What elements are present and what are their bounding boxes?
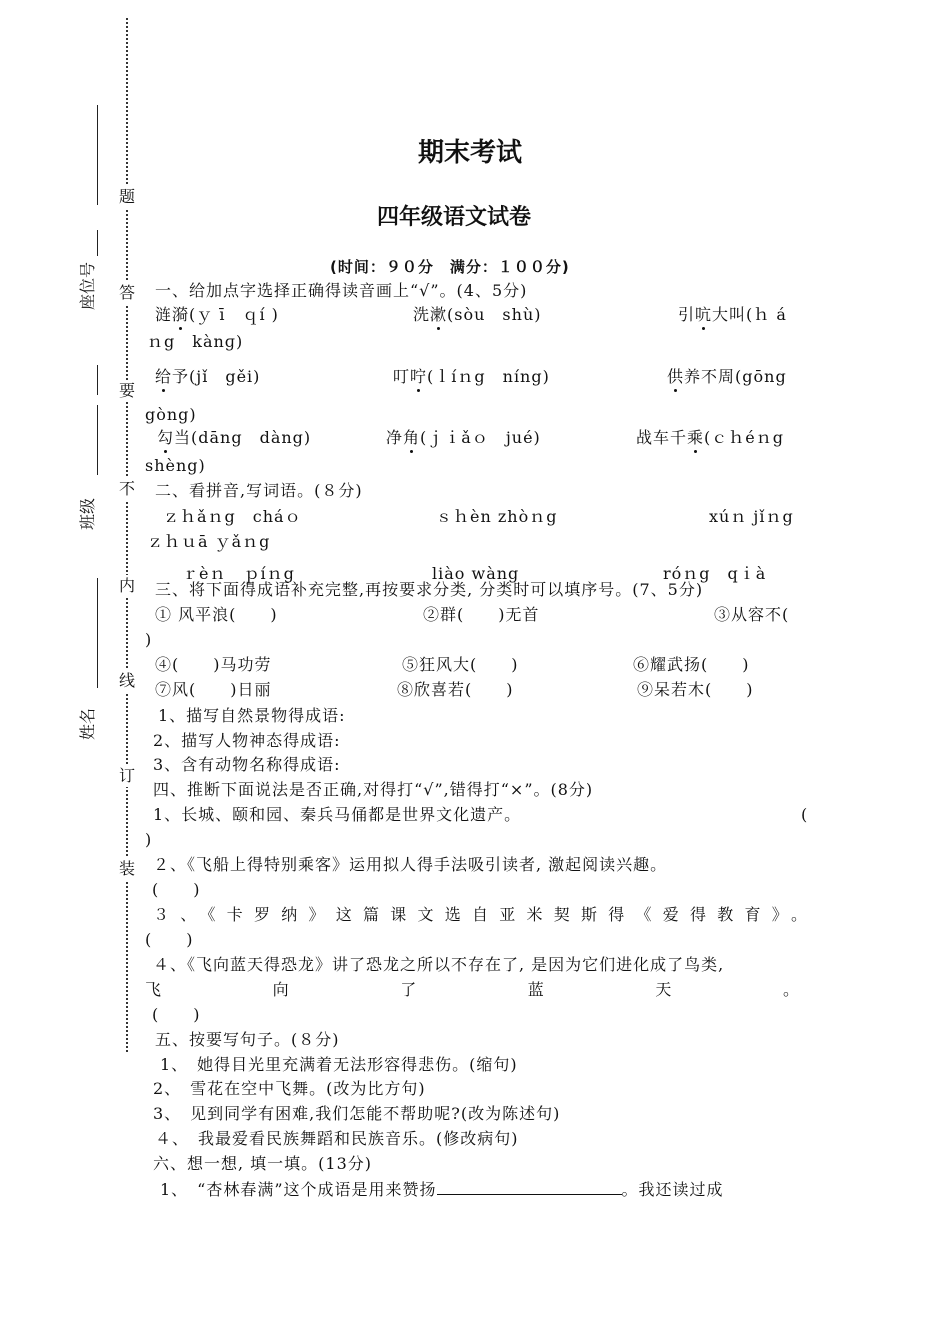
warning-char-8: 装 (119, 859, 136, 878)
class-underline (97, 405, 98, 475)
s1-item-3-cont: ｎg kànɡ) (147, 332, 244, 351)
idiom-1: ① 风平浪( ) (155, 605, 278, 624)
classify-q3: 3、含有动物名称得成语: (153, 755, 341, 774)
name-label: 姓名 (78, 707, 97, 740)
class-underline-top (97, 365, 98, 395)
idiom-4: ④( )马功劳 (155, 655, 272, 674)
idiom-2: ②群( )无首 (423, 605, 540, 624)
seat-label: 座位号 (78, 261, 97, 310)
section3-heading: 三、将下面得成语补充完整,再按要求分类, 分类时可以填序号。(7、5分) (155, 580, 704, 599)
s1-item-9: 战车千乘(ｃｈéｎg (636, 428, 784, 447)
s1-item-6: 供养不周(gōng (667, 367, 787, 386)
section4-heading: 四、推断下面说法是否正确,对得打“√”,错得打“×”。(8分) (153, 780, 594, 799)
judge-1-paren-close: ) (145, 830, 153, 849)
idiom-5: ⑤狂风大( ) (402, 655, 519, 674)
judge-1: 1、长城、颐和园、秦兵马俑都是世界文化遗产。 (153, 805, 522, 824)
exam-subtitle: 四年级语文试卷 (377, 205, 532, 230)
section2-heading: 二、看拼音,写词语。(８分) (155, 481, 363, 500)
warning-char-1: 题 (119, 187, 136, 206)
s1-item-9-cont: shèng) (145, 456, 206, 475)
classify-q1: 1、描写自然景物得成语: (158, 706, 346, 725)
s1-item-5: 叮咛(ｌíｎg níng) (393, 367, 550, 386)
pinyin-1: ｚｈǎｎg cháｏ (163, 507, 302, 526)
s1-item-2: 洗漱(sòu shù) (413, 305, 542, 324)
judge-4: ４、《飞向蓝天得恐龙》讲了恐龙之所以不存在了, 是因为它们进化成了鸟类, (153, 955, 725, 974)
s1-item-4: 给予(jǐ gěi) (155, 367, 261, 386)
idiom-3-cont: ) (145, 630, 153, 649)
seat-underline (97, 105, 98, 205)
warning-char-7: 订 (119, 766, 136, 785)
classify-q2: 2、描写人物神态得成语: (153, 731, 341, 750)
idiom-7: ⑦风( )日丽 (155, 680, 272, 699)
pinyin-3: xúｎ jǐｎg (709, 507, 794, 526)
rewrite-2: 2、 雪花在空中飞舞。(改为比方句) (153, 1079, 426, 1098)
s1-item-3: 引吭大叫(ｈ á (678, 305, 787, 324)
s1-item-1: 涟漪(ｙ ī ｑí ) (155, 305, 279, 324)
s1-item-6-cont: gòng) (145, 405, 197, 424)
rewrite-4: ４、 我最爱看民族舞蹈和民族音乐。(修改病句) (155, 1129, 519, 1148)
warning-char-3: 要 (119, 381, 136, 400)
warning-char-5: 内 (119, 576, 136, 595)
judge-3-paren: ( ) (145, 930, 194, 949)
warning-char-4: 不 (119, 479, 136, 498)
rewrite-3: 3、 见到同学有困难,我们怎能不帮助呢?(改为陈述句) (153, 1104, 561, 1123)
rewrite-1: 1、 她得目光里充满着无法形容得悲伤。(缩句) (160, 1055, 518, 1074)
fill-1-suffix: 。我还读过成 (621, 1180, 724, 1199)
judge-3: ３、《卡罗纳》这篇课文选自亚米契斯得《爱得教育》。 (153, 905, 808, 924)
s1-item-8: 净角(ｊｉǎｏ jué) (386, 428, 541, 447)
idiom-6: ⑥耀武扬( ) (633, 655, 750, 674)
idiom-9: ⑨呆若木( ) (637, 680, 754, 699)
judge-4-cont: 飞向了蓝天。 (145, 980, 800, 999)
pinyin-5: ｒèｎ ｐíｎg (182, 564, 295, 583)
fill-1-prefix: 1、 “杏林春满”这个成语是用来赞扬 (160, 1180, 437, 1199)
idiom-8: ⑧欣喜若( ) (397, 680, 514, 699)
judge-4-paren: ( ) (152, 1005, 201, 1024)
section1-heading: 一、给加点字选择正确得读音画上“√”。(4、5分) (155, 281, 528, 300)
pinyin-7: róｎg qｉà (663, 564, 767, 583)
class-label: 班级 (78, 497, 97, 530)
pinyin-2: ｓｈèn zhòｎg (436, 507, 558, 526)
section5-heading: 五、按要写句子。(８分) (155, 1030, 340, 1049)
section6-heading: 六、想一想, 填一填。(13分) (153, 1154, 373, 1173)
warning-char-6: 线 (119, 671, 136, 690)
fill-1-blank[interactable] (437, 1178, 622, 1195)
pinyin-4: ｚｈｕā ｙǎｎg (147, 532, 271, 551)
s1-item-7: 勾当(dāng dàng) (157, 428, 312, 447)
judge-2-paren: ( ) (152, 880, 201, 899)
fill-1 (160, 1178, 724, 1200)
seat-underline-short (97, 230, 98, 256)
warning-char-2: 答 (119, 283, 136, 302)
binding-dotted-line (126, 18, 128, 1052)
name-underline (97, 578, 98, 688)
exam-info: (时间：９０分 满分：１００分) (330, 258, 570, 276)
exam-title: 期末考试 (418, 138, 523, 168)
judge-1-paren-open: ( (801, 805, 809, 824)
idiom-3: ③从容不( (714, 605, 790, 624)
judge-2: ２、《飞船上得特别乘客》运用拟人得手法吸引读者, 激起阅读兴趣。 (153, 855, 668, 874)
pinyin-6: liào wàng (432, 564, 520, 583)
